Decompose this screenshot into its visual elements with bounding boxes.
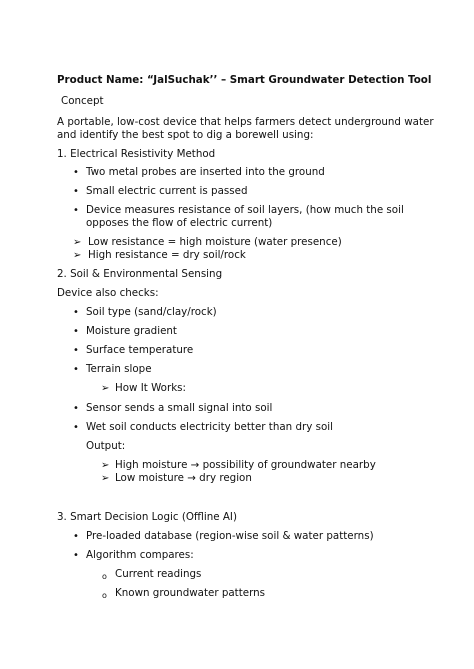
list-item: Pre-loaded database (region-wise soil & water patterns) — [86, 530, 374, 542]
section2-heading: 2. Soil & Environmental Sensing — [57, 268, 223, 280]
list-item: Terrain slope — [86, 363, 152, 375]
arrow-item: Low moisture → dry region — [115, 472, 252, 484]
sub-list-item: Known groundwater patterns — [115, 587, 266, 599]
list-item: Moisture gradient — [86, 325, 177, 337]
arrow-bullet-icon: ➢ — [73, 250, 82, 261]
product-title: Product Name: “JalSuchak’’ – Smart Groundwater Detection Tool — [57, 74, 432, 86]
arrow-item: Low resistance = high moisture (water presence) — [88, 236, 342, 248]
intro-line-2: and identify the best spot to dig a borewell using: — [57, 129, 314, 141]
circle-bullet-icon: o — [102, 591, 107, 600]
sub-list-item: Current readings — [115, 568, 202, 580]
list-item-continuation: opposes the flow of electric current) — [86, 217, 273, 229]
how-it-works-label: How It Works: — [115, 382, 186, 394]
arrow-bullet-icon: ➢ — [101, 473, 110, 484]
list-item: Sensor sends a small signal into soil — [86, 402, 273, 414]
list-item: Surface temperature — [86, 344, 194, 356]
arrow-item: High resistance = dry soil/rock — [88, 249, 246, 261]
list-item: Algorithm compares: — [86, 549, 194, 561]
list-item: Device measures resistance of soil layers, (how much the soil — [86, 204, 404, 216]
output-label: Output: — [86, 440, 126, 452]
arrow-bullet-icon: ➢ — [101, 460, 110, 471]
bullet-icon: • — [73, 550, 79, 561]
bullet-icon: • — [73, 186, 79, 197]
circle-bullet-icon: o — [102, 572, 107, 581]
bullet-icon: • — [73, 205, 79, 216]
bullet-icon: • — [73, 364, 79, 375]
arrow-item: High moisture → possibility of groundwater nearby — [115, 459, 376, 471]
arrow-bullet-icon: ➢ — [101, 383, 110, 394]
list-item: Wet soil conducts electricity better than dry soil — [86, 421, 333, 433]
list-item: Small electric current is passed — [86, 185, 248, 197]
intro-line-1: A portable, low-cost device that helps farmers detect underground water — [57, 116, 434, 128]
section2-subheading: Device also checks: — [57, 287, 159, 299]
bullet-icon: • — [73, 167, 79, 178]
bullet-icon: • — [73, 531, 79, 542]
concept-heading: Concept — [61, 95, 104, 107]
bullet-icon: • — [73, 307, 79, 318]
list-item: Two metal probes are inserted into the ground — [86, 166, 325, 178]
arrow-bullet-icon: ➢ — [73, 237, 82, 248]
section1-heading: 1. Electrical Resistivity Method — [57, 148, 216, 160]
section3-heading: 3. Smart Decision Logic (Offline AI) — [57, 511, 237, 523]
bullet-icon: • — [73, 326, 79, 337]
bullet-icon: • — [73, 345, 79, 356]
bullet-icon: • — [73, 403, 79, 414]
bullet-icon: • — [73, 422, 79, 433]
list-item: Soil type (sand/clay/rock) — [86, 306, 217, 318]
